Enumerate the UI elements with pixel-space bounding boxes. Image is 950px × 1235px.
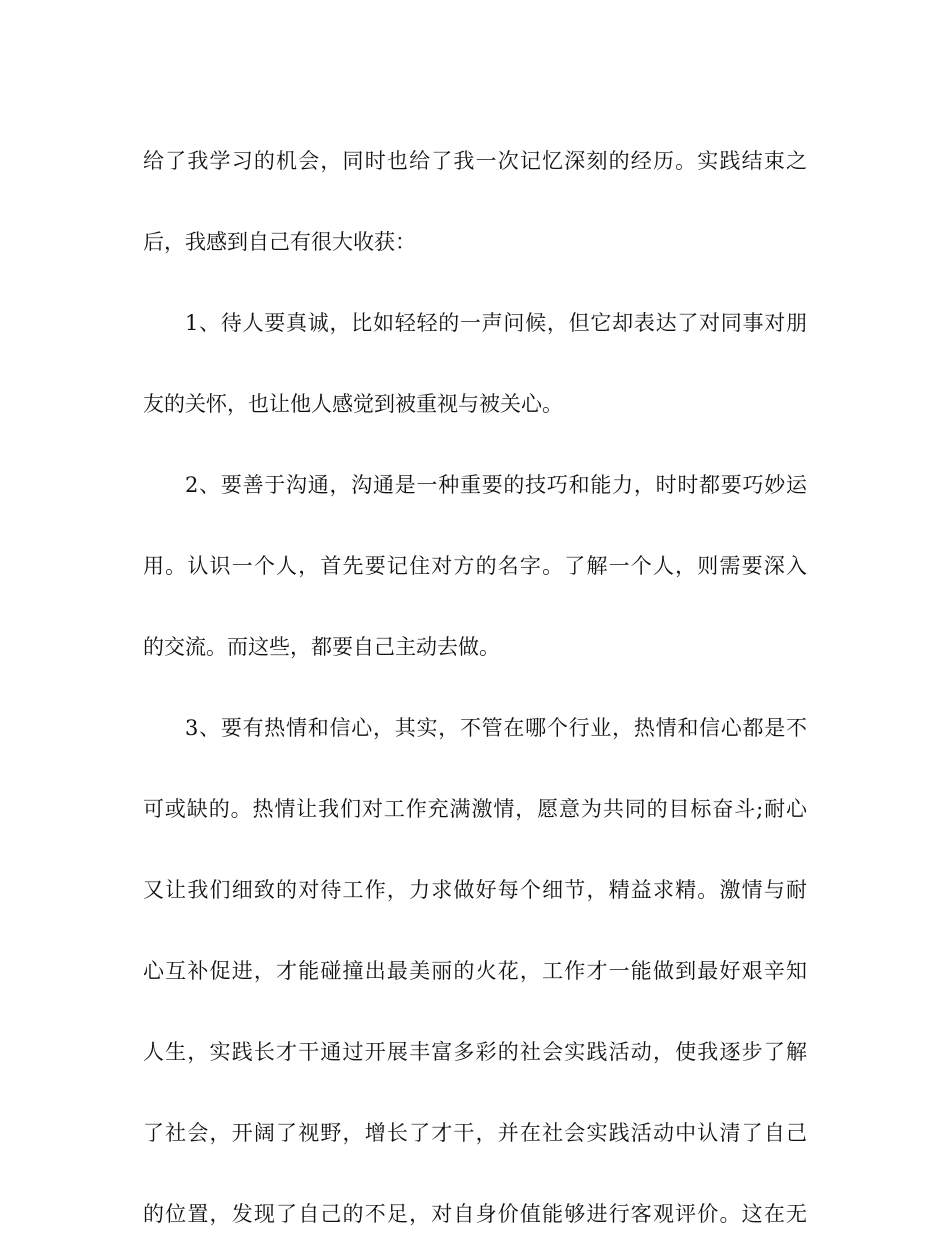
text-line: 了社会，开阔了视野，增长了才干，并在社会实践活动中认清了自己 (143, 1121, 807, 1145)
text-line: 心互补促进，才能碰撞出最美丽的火花，工作才一能做到最好艰辛知 (143, 959, 807, 983)
text-line: 3、要有热情和信心，其实，不管在哪个行业，热情和信心都是不 (185, 716, 807, 740)
text-line: 用。认识一个人，首先要记住对方的名字。了解一个人，则需要深入 (143, 554, 807, 578)
text-line: 人生，实践长才干通过开展丰富多彩的社会实践活动，使我逐步了解 (143, 1040, 807, 1064)
document-body (143, 140, 807, 1235)
text-line: 的位置，发现了自己的不足，对自身价值能够进行客观评价。这在无 (143, 1202, 807, 1226)
text-line: 给了我学习的机会，同时也给了我一次记忆深刻的经历。实践结束之 (143, 149, 807, 173)
text-line: 1、待人要真诚，比如轻轻的一声问候，但它却表达了对同事对朋 (185, 311, 807, 335)
text-line: 又让我们细致的对待工作，力求做好每个细节，精益求精。激情与耐 (143, 878, 807, 902)
text-line: 可或缺的。热情让我们对工作充满激情，愿意为共同的目标奋斗;耐心 (143, 797, 807, 821)
text-line: 的交流。而这些，都要自己主动去做。 (143, 635, 500, 659)
text-line: 2、要善于沟通，沟通是一种重要的技巧和能力，时时都要巧妙运 (185, 473, 807, 497)
text-line: 友的关怀，也让他人感觉到被重视与被关心。 (143, 392, 563, 416)
text-line: 后，我感到自己有很大收获： (143, 230, 416, 254)
